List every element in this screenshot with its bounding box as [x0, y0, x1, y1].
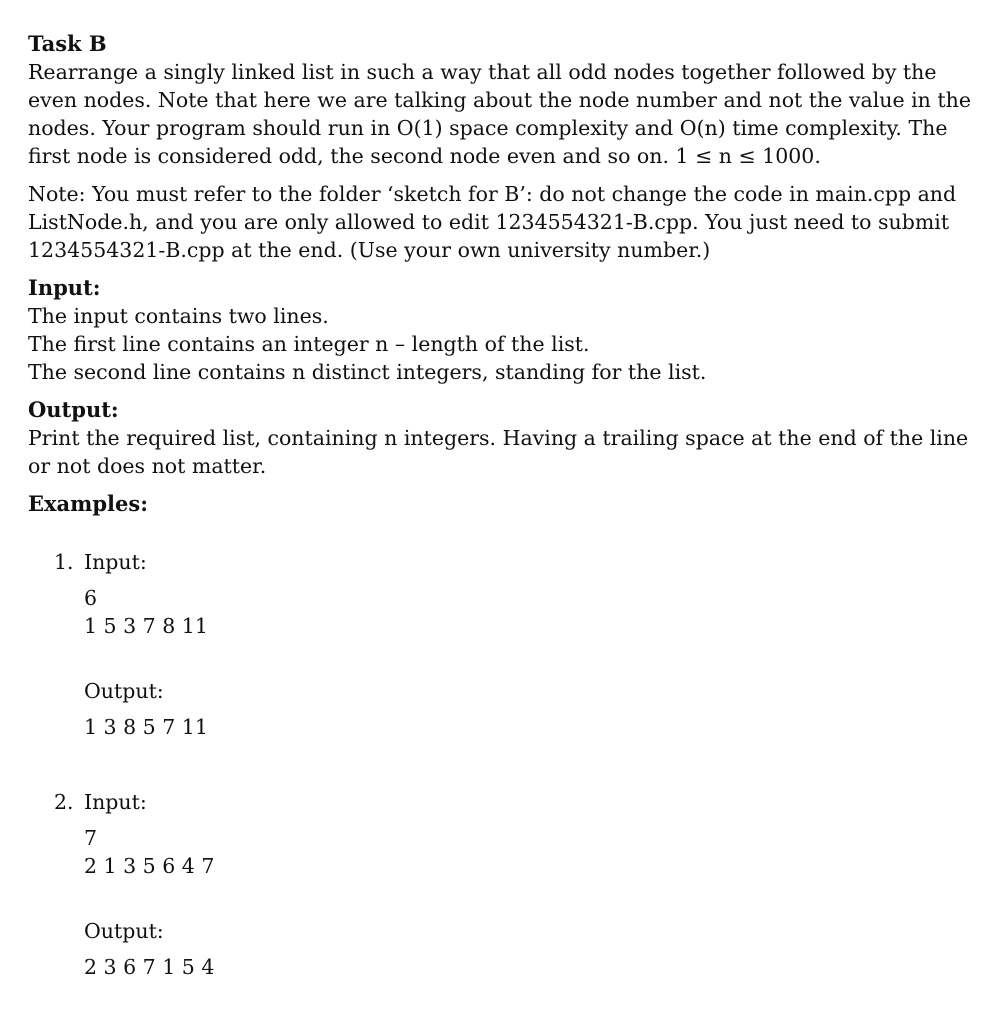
document	[28, 30, 971, 981]
task-description	[28, 58, 971, 170]
note-line: 1234554321-B.cpp at the end. (Use your own university number.)	[28, 238, 711, 262]
input-line: The first line contains an integer n – length of the list.	[28, 332, 590, 356]
example-item	[28, 548, 928, 741]
input-description	[28, 302, 928, 386]
output-description	[28, 424, 969, 480]
example-number: 1.	[54, 550, 74, 574]
input-line: The second line contains n distinct integers, standing for the list.	[28, 360, 707, 384]
example-item	[28, 788, 928, 981]
example-number: 2.	[54, 790, 74, 814]
note-line: Note: You must refer to the folder ‘sketch for B’: do not change the code in main.cpp and	[28, 182, 957, 206]
example-output-label: Output:	[84, 919, 164, 943]
example-output-list: 2 3 6 7 1 5 4	[84, 955, 215, 979]
example-input-list: 2 1 3 5 6 4 7	[84, 854, 215, 878]
example-output-label: Output:	[84, 679, 164, 703]
example-input-label: Input:	[84, 790, 147, 814]
example-input-n: 7	[84, 826, 98, 850]
example-output-list: 1 3 8 5 7 11	[84, 715, 208, 739]
input-heading: Input:	[28, 275, 101, 300]
example-input-list: 1 5 3 7 8 11	[84, 614, 208, 638]
description-line: Rearrange a singly linked list in such a way that all odd nodes together followed by the	[28, 60, 937, 84]
description-line: even nodes. Note that here we are talking about the node number and not the value in the	[28, 88, 971, 112]
task-title: Task B	[28, 31, 107, 56]
task-note	[28, 180, 957, 264]
description-line: first node is considered odd, the second node even and so on. 1 ≤ n ≤ 1000.	[28, 144, 821, 168]
output-line: Print the required list, containing n integers. Having a trailing space at the end of the line	[28, 426, 969, 450]
examples-heading: Examples:	[28, 491, 148, 516]
examples-list	[28, 548, 928, 981]
example-input-n: 6	[84, 586, 98, 610]
note-line: ListNode.h, and you are only allowed to edit 1234554321-B.cpp. You just need to submit	[28, 210, 950, 234]
description-line: nodes. Your program should run in O(1) space complexity and O(n) time complexity. The	[28, 116, 948, 140]
output-line: or not does not matter.	[28, 454, 267, 478]
output-heading: Output:	[28, 397, 119, 422]
example-input-label: Input:	[84, 550, 147, 574]
input-line: The input contains two lines.	[28, 304, 329, 328]
